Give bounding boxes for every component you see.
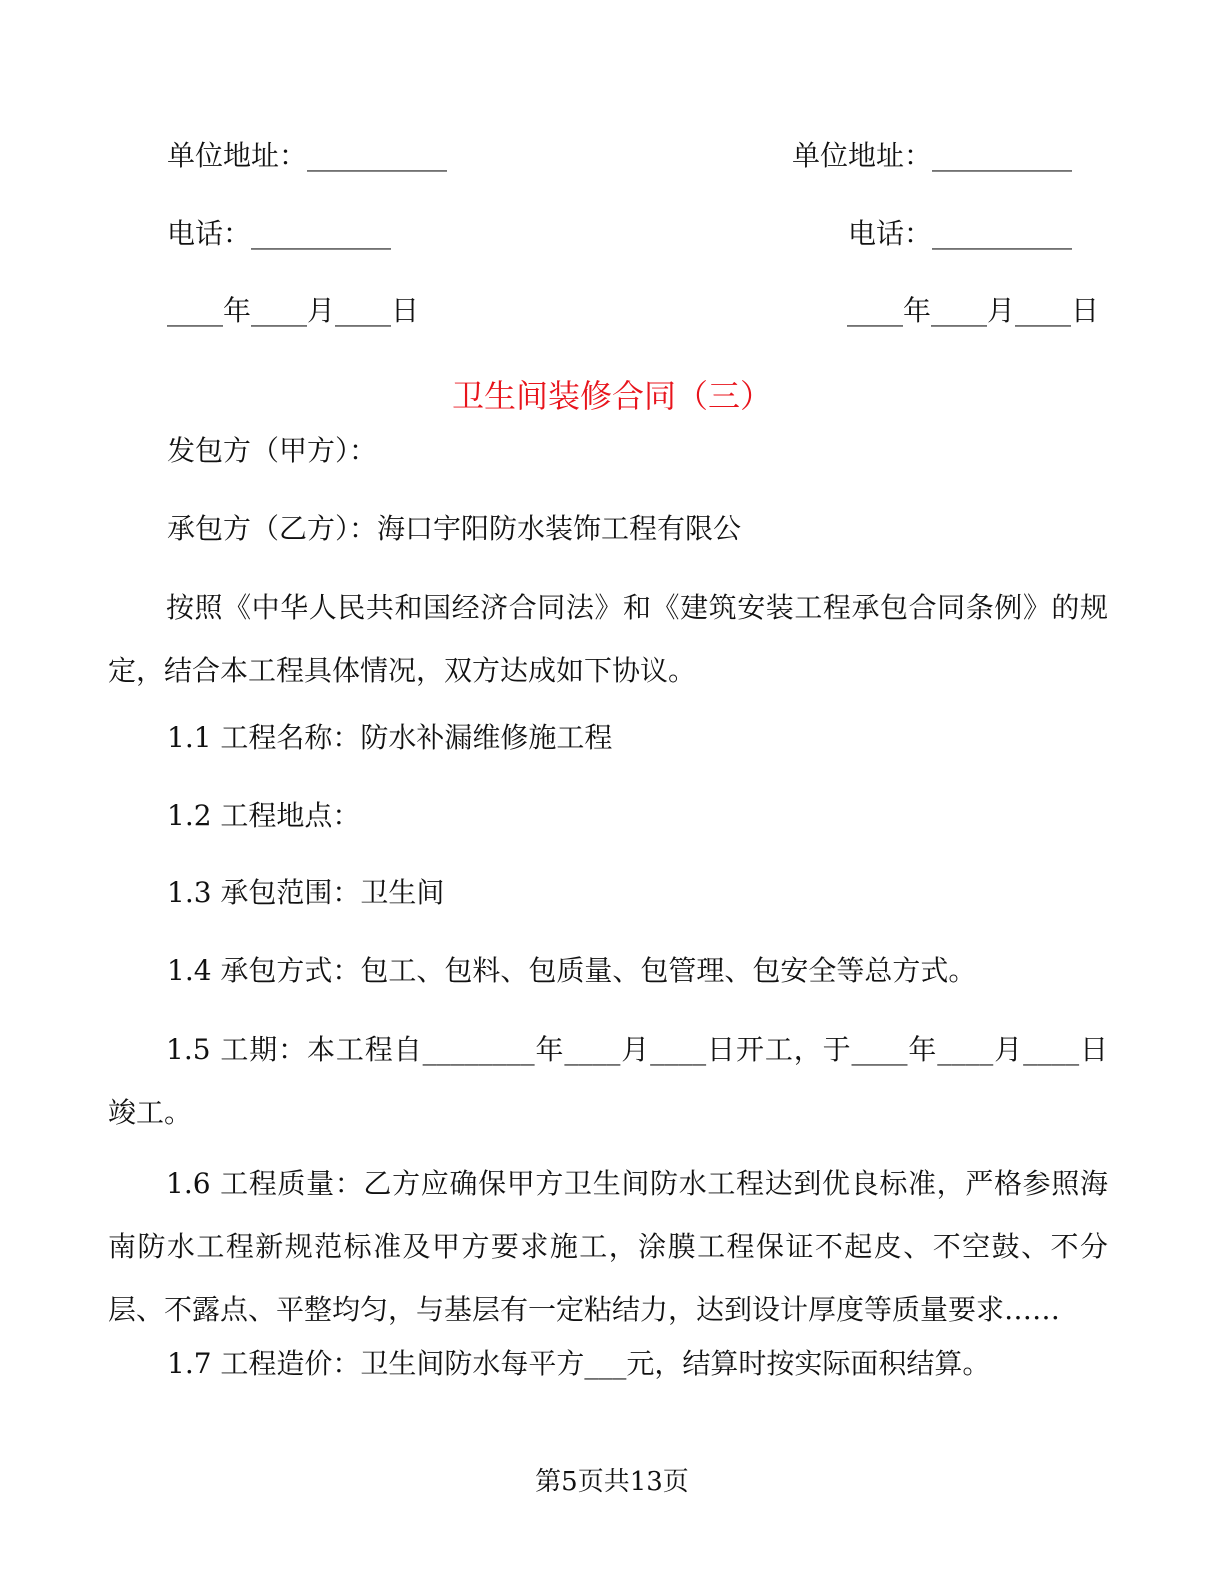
right-phone-line: 电话：__________ [848, 217, 1073, 250]
preamble-paragraph: 按照《中华人民共和国经济合同法》和《建筑安装工程承包合同条例》的规定，结合本工程具体情况，双方达成如下协议。 [108, 591, 1108, 687]
clause-1-6: 1.6 工程质量：乙方应确保甲方卫生间防水工程达到优良标准，严格参照海南防水工程新规范标准及甲方要求施工，涂膜工程保证不起皮、不空鼓、不分层、不露点、平整均匀，与基层有一定粘结力，达到设计厚度等质量要求…… [108, 1167, 1108, 1326]
left-address-line: 单位地址：__________ [167, 139, 448, 172]
clause-1-2: 1.2 工程地点： [167, 799, 361, 832]
clause-1-5: 1.5 工期：本工程自________年____月____日开工，于____年____月____日竣工。 [108, 1033, 1108, 1129]
page-footer: 第5页共13页 [535, 1467, 689, 1497]
right-address-line: 单位地址：__________ [792, 139, 1073, 172]
clause-1-4: 1.4 承包方式：包工、包料、包质量、包管理、包安全等总方式。 [167, 954, 977, 987]
clause-1-7: 1.7 工程造价：卫生间防水每平方___元，结算时按实际面积结算。 [167, 1347, 991, 1380]
clause-1-1: 1.1 工程名称：防水补漏维修施工程 [167, 721, 613, 754]
left-phone-line: 电话：__________ [167, 217, 392, 250]
contract-title: 卫生间装修合同（三） [451, 377, 772, 415]
left-date-line: ____年____月____日 [167, 294, 420, 327]
clause-1-3: 1.3 承包范围：卫生间 [167, 876, 445, 909]
right-date-line: ____年____月____日 [847, 294, 1100, 327]
party-a-line: 发包方（甲方）： [167, 434, 378, 467]
party-b-line: 承包方（乙方）：海口宇阳防水装饰工程有限公 [167, 512, 742, 545]
